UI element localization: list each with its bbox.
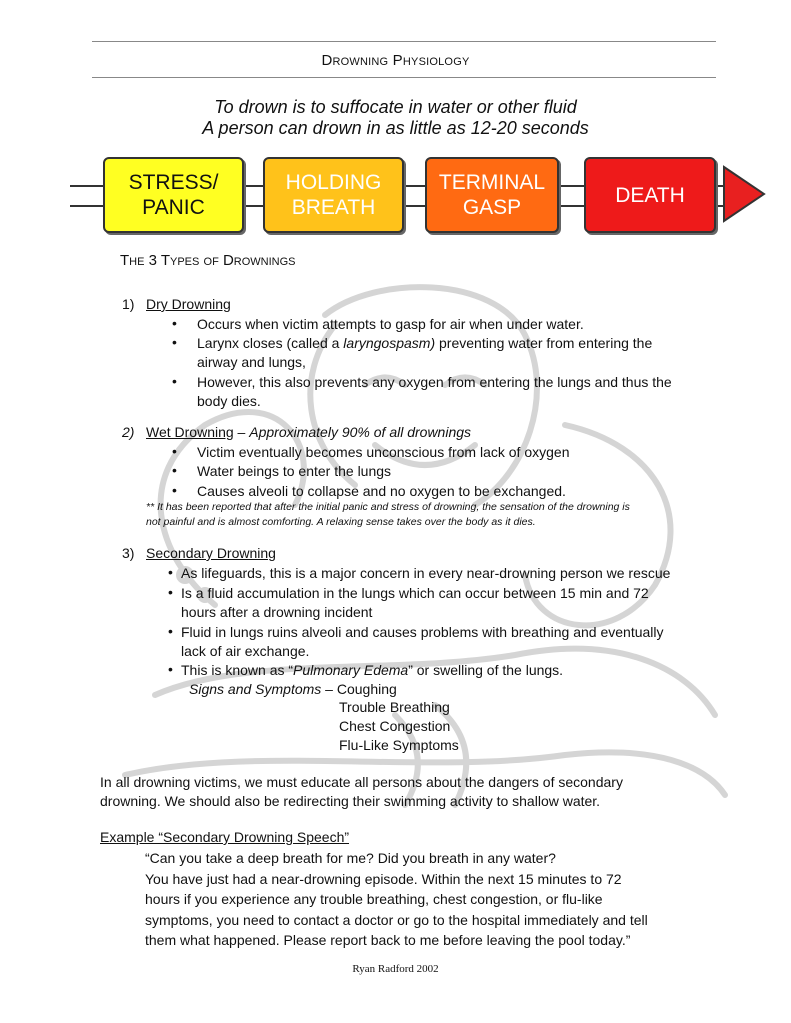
dry-bullet-3: However, this also prevents any oxygen from entering the lungs and thus the xyxy=(197,374,672,390)
title-rule xyxy=(92,77,716,78)
secondary-bullet-3: Fluid in lungs ruins alveoli and causes problems with breathing and eventually xyxy=(181,624,664,640)
bullet-icon: • xyxy=(172,373,177,389)
dry-bullet-1: Occurs when victim attempts to gasp for air when under water. xyxy=(197,316,584,332)
dry-bullet-2: Larynx closes (called a laryngospasm) preventing water from entering the xyxy=(197,335,653,351)
secondary-bullet-4: This is known as “Pulmonary Edema” or swelling of the lungs. xyxy=(181,662,564,678)
stage-stress-panic: STRESS/ PANIC xyxy=(103,157,244,233)
secondary-bullet-2-cont: hours after a drowning incident xyxy=(181,604,373,620)
wet-note-line-2: not painful and is almost comforting. A relaxing sense takes over the body as it dies. xyxy=(146,516,536,528)
top-rule xyxy=(92,41,716,42)
example-heading: Example “Secondary Drowning Speech” xyxy=(100,829,350,845)
wet-number: 2) xyxy=(122,424,135,440)
secondary-number: 3) xyxy=(122,545,135,561)
bullet-icon: • xyxy=(172,334,177,350)
footer-author: Ryan Radford 2002 xyxy=(352,963,439,975)
wet-bullet-1: Victim eventually becomes unconscious from lack of oxygen xyxy=(197,444,570,460)
secondary-bullet-1: As lifeguards, this is a major concern in every near-drowning person we rescue xyxy=(181,565,671,581)
bullet-icon: • xyxy=(168,584,173,600)
bullet-icon: • xyxy=(172,443,177,459)
flow-arrow-head-icon xyxy=(722,165,767,223)
dry-bullet-3-cont: body dies. xyxy=(197,393,261,409)
dry-bullet-2-cont: airway and lungs, xyxy=(197,354,306,370)
wet-bullet-3: Causes alveoli to collapse and no oxygen to be exchanged. xyxy=(197,483,566,499)
secondary-bullet-2: Is a fluid accumulation in the lungs which can occur between 15 min and 72 xyxy=(181,585,649,601)
subtitle-duration: A person can drown in as little as 12-20 seconds xyxy=(202,118,589,138)
sign-item: Chest Congestion xyxy=(339,718,451,734)
sign-item: Flu-Like Symptoms xyxy=(339,737,459,753)
wet-bullet-2: Water beings to enter the lungs xyxy=(197,463,392,479)
types-heading: The 3 Types of Drownings xyxy=(120,252,296,269)
bullet-icon: • xyxy=(172,315,177,331)
bullet-icon: • xyxy=(168,564,173,580)
closing-line-1: In all drowning victims, we must educate all persons about the dangers of secondary xyxy=(100,774,623,790)
wet-note-line-1: ** It has been reported that after the initial panic and stress of drowning, the sensation of the drowning is xyxy=(146,501,630,513)
signs-label: Signs and Symptoms – Coughing xyxy=(189,681,397,697)
wet-heading: Wet Drowning – Approximately 90% of all drownings xyxy=(146,424,472,440)
bullet-icon: • xyxy=(168,661,173,677)
bullet-icon: • xyxy=(172,462,177,478)
secondary-bullet-3-cont: lack of air exchange. xyxy=(181,643,310,659)
secondary-title: Secondary Drowning xyxy=(146,545,276,561)
sign-item: Trouble Breathing xyxy=(339,699,450,715)
page-title: Drowning Physiology xyxy=(321,52,470,69)
bullet-icon: • xyxy=(172,482,177,498)
dry-number: 1) xyxy=(122,296,135,312)
stage-terminal-gasp: TERMINAL GASP xyxy=(425,157,559,233)
closing-line-2: drowning. We should also be redirecting their swimming activity to shallow water. xyxy=(100,793,601,809)
stage-holding-breath: HOLDING BREATH xyxy=(263,157,404,233)
subtitle-definition: To drown is to suffocate in water or other fluid xyxy=(214,97,577,117)
dry-title: Dry Drowning xyxy=(146,296,231,312)
stage-death: DEATH xyxy=(584,157,716,233)
bullet-icon: • xyxy=(168,623,173,639)
example-speech: “Can you take a deep breath for me? Did you breath in any water? You have just had a near-drowning episode. Within the next 15 minutes to 72 hours if you experience any trouble breathing, chest congestion, or flu-like symptoms, you need to contact a doctor or go to the hospital immediately and tell them what happened. Please report back to me before leaving the pool today.” xyxy=(145,850,648,948)
